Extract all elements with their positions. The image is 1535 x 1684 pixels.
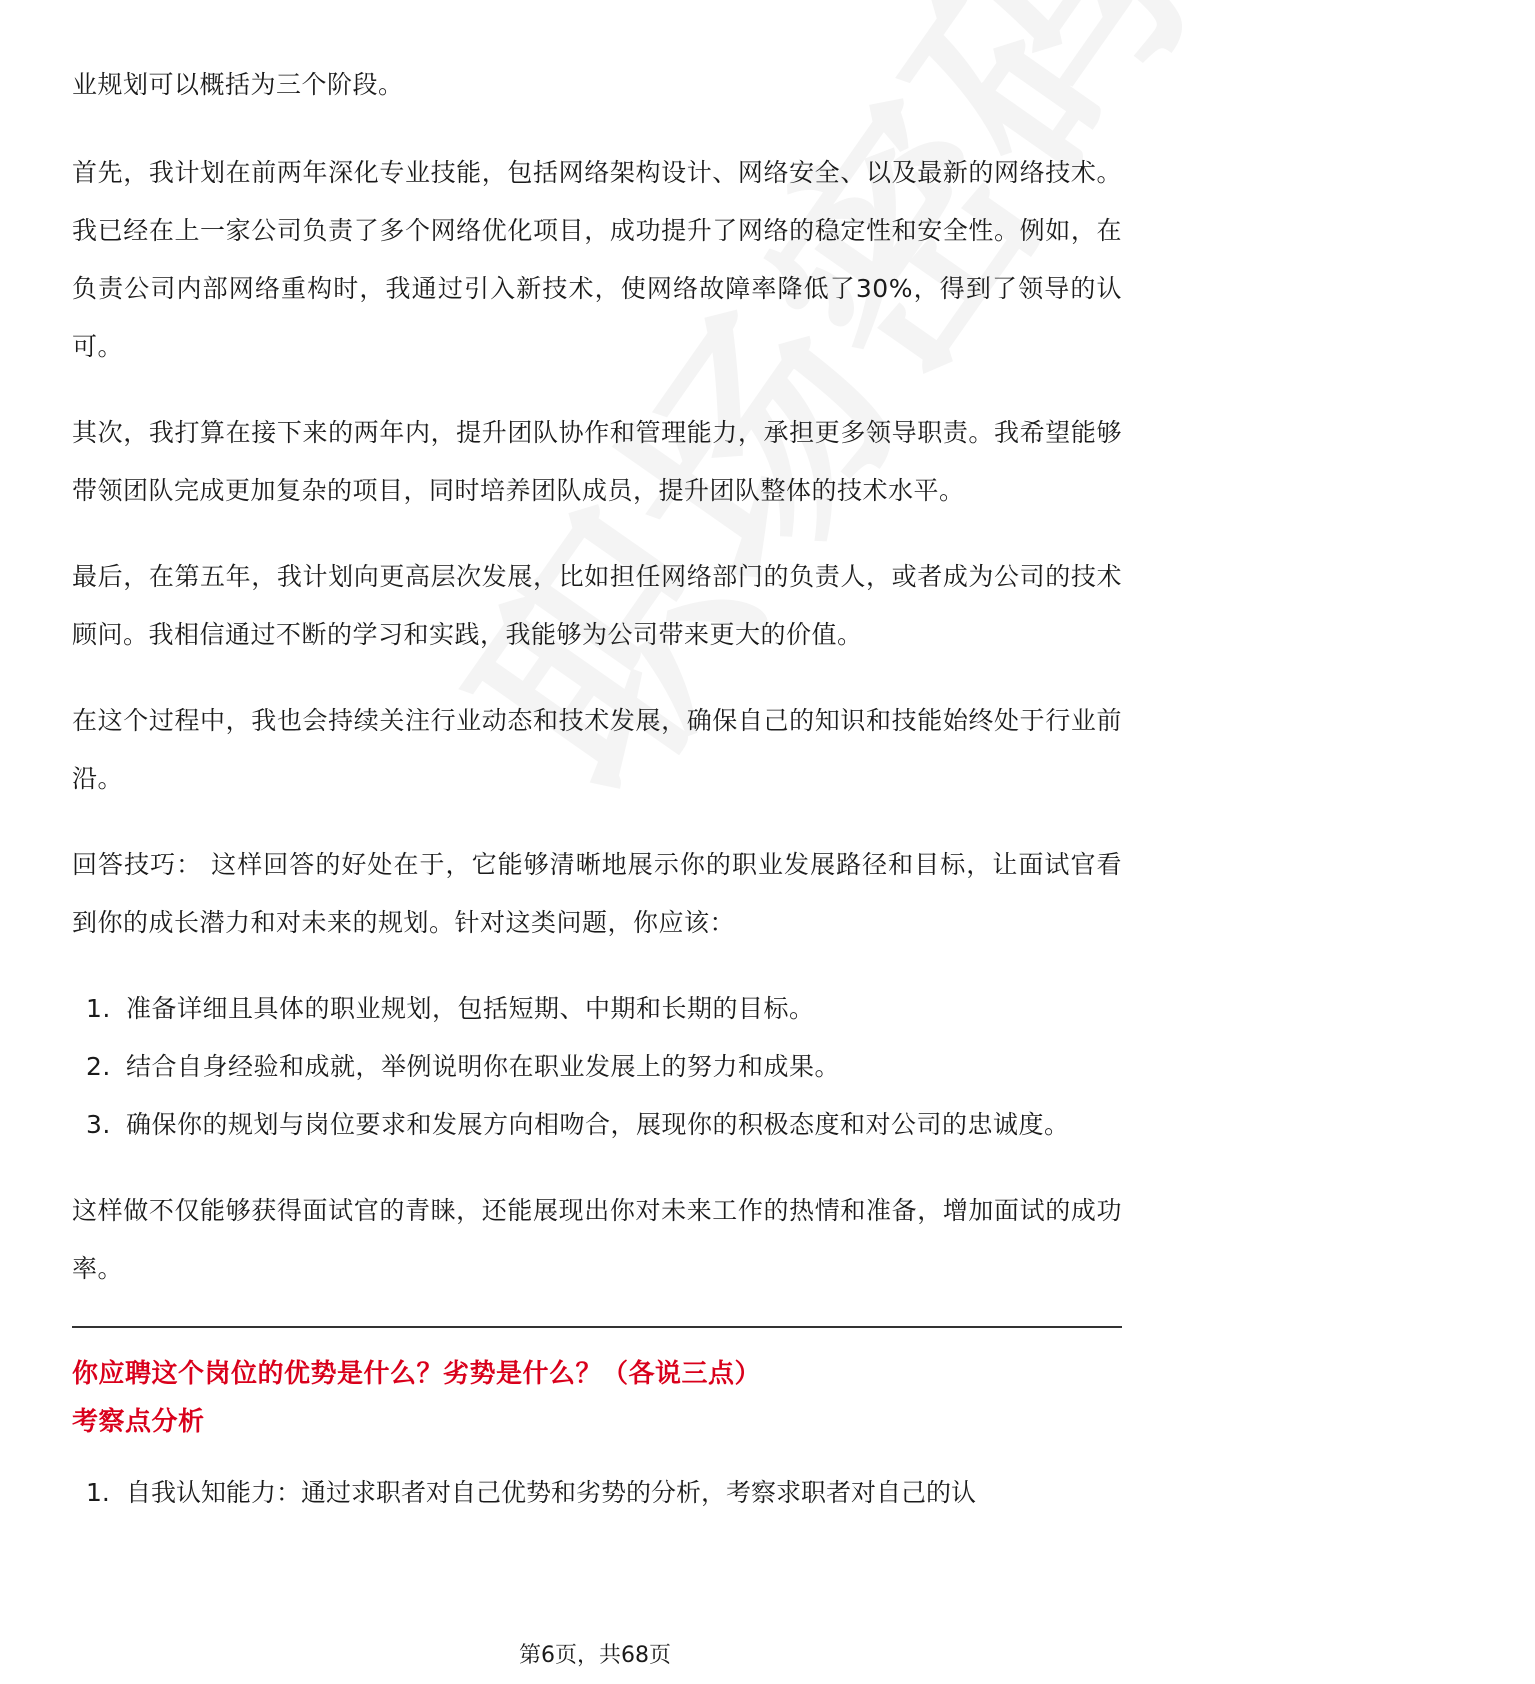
list-item bbox=[72, 980, 1122, 1038]
document-page bbox=[72, 56, 1122, 1507]
page-footer: 第6页，共68页 bbox=[519, 1643, 671, 1668]
tips-list bbox=[72, 980, 1122, 1154]
paragraph-first-stage: 首先，我计划在前两年深化专业技能，包括网络架构设计、网络安全、以及最新的网络技术。我已经在上一家公司负责了多个网络优化项目，成功提升了网络的稳定性和安全性。例如，在负责公司内部网络重构时，我通过引入新技术，使网络故障率降低了30%，得到了领导的认可。 bbox=[72, 158, 1122, 361]
paragraph-closing: 这样做不仅能够获得面试官的青睐，还能展现出你对未来工作的热情和准备，增加面试的成功率。 bbox=[72, 1196, 1122, 1283]
list-item bbox=[72, 1096, 1122, 1154]
list-item-text: 准备详细且具体的职业规划，包括短期、中期和长期的目标。 bbox=[126, 994, 815, 1023]
paragraph-intro-end: 业规划可以概括为三个阶段。 bbox=[72, 70, 404, 99]
cut-off-list-item bbox=[72, 1464, 1122, 1507]
paragraph-continuous-learning: 在这个过程中，我也会持续关注行业动态和技术发展，确保自己的知识和技能始终处于行业前沿。 bbox=[72, 706, 1122, 793]
question-heading: 你应聘这个岗位的优势是什么？劣势是什么？（各说三点） bbox=[72, 1359, 762, 1389]
list-number: 1. bbox=[86, 994, 111, 1023]
section-divider bbox=[72, 1326, 1122, 1328]
list-number: 2. bbox=[86, 1052, 111, 1081]
list-item-text: 结合自身经验和成就，举例说明你在职业发展上的努力和成果。 bbox=[126, 1052, 841, 1081]
list-item-text: 自我认知能力：通过求职者对自己优势和劣势的分析，考察求职者对自己的认 bbox=[126, 1478, 977, 1507]
paragraph-third-stage: 最后，在第五年，我计划向更高层次发展，比如担任网络部门的负责人，或者成为公司的技术顾问。我相信通过不断的学习和实践，我能够为公司带来更大的价值。 bbox=[72, 562, 1122, 649]
list-item-text: 确保你的规划与岗位要求和发展方向相吻合，展现你的积极态度和对公司的忠诚度。 bbox=[126, 1110, 1070, 1139]
list-item bbox=[72, 1038, 1122, 1096]
list-number: 1. bbox=[86, 1478, 110, 1507]
list-number: 3. bbox=[86, 1110, 111, 1139]
paragraph-second-stage: 其次，我打算在接下来的两年内，提升团队协作和管理能力，承担更多领导职责。我希望能够带领团队完成更加复杂的项目，同时培养团队成员，提升团队整体的技术水平。 bbox=[72, 418, 1122, 505]
analysis-heading: 考察点分析 bbox=[72, 1407, 205, 1437]
paragraph-answer-tips: 回答技巧： 这样回答的好处在于，它能够清晰地展示你的职业发展路径和目标，让面试官看到你的成长潜力和对未来的规划。针对这类问题，你应该： bbox=[72, 850, 1122, 937]
